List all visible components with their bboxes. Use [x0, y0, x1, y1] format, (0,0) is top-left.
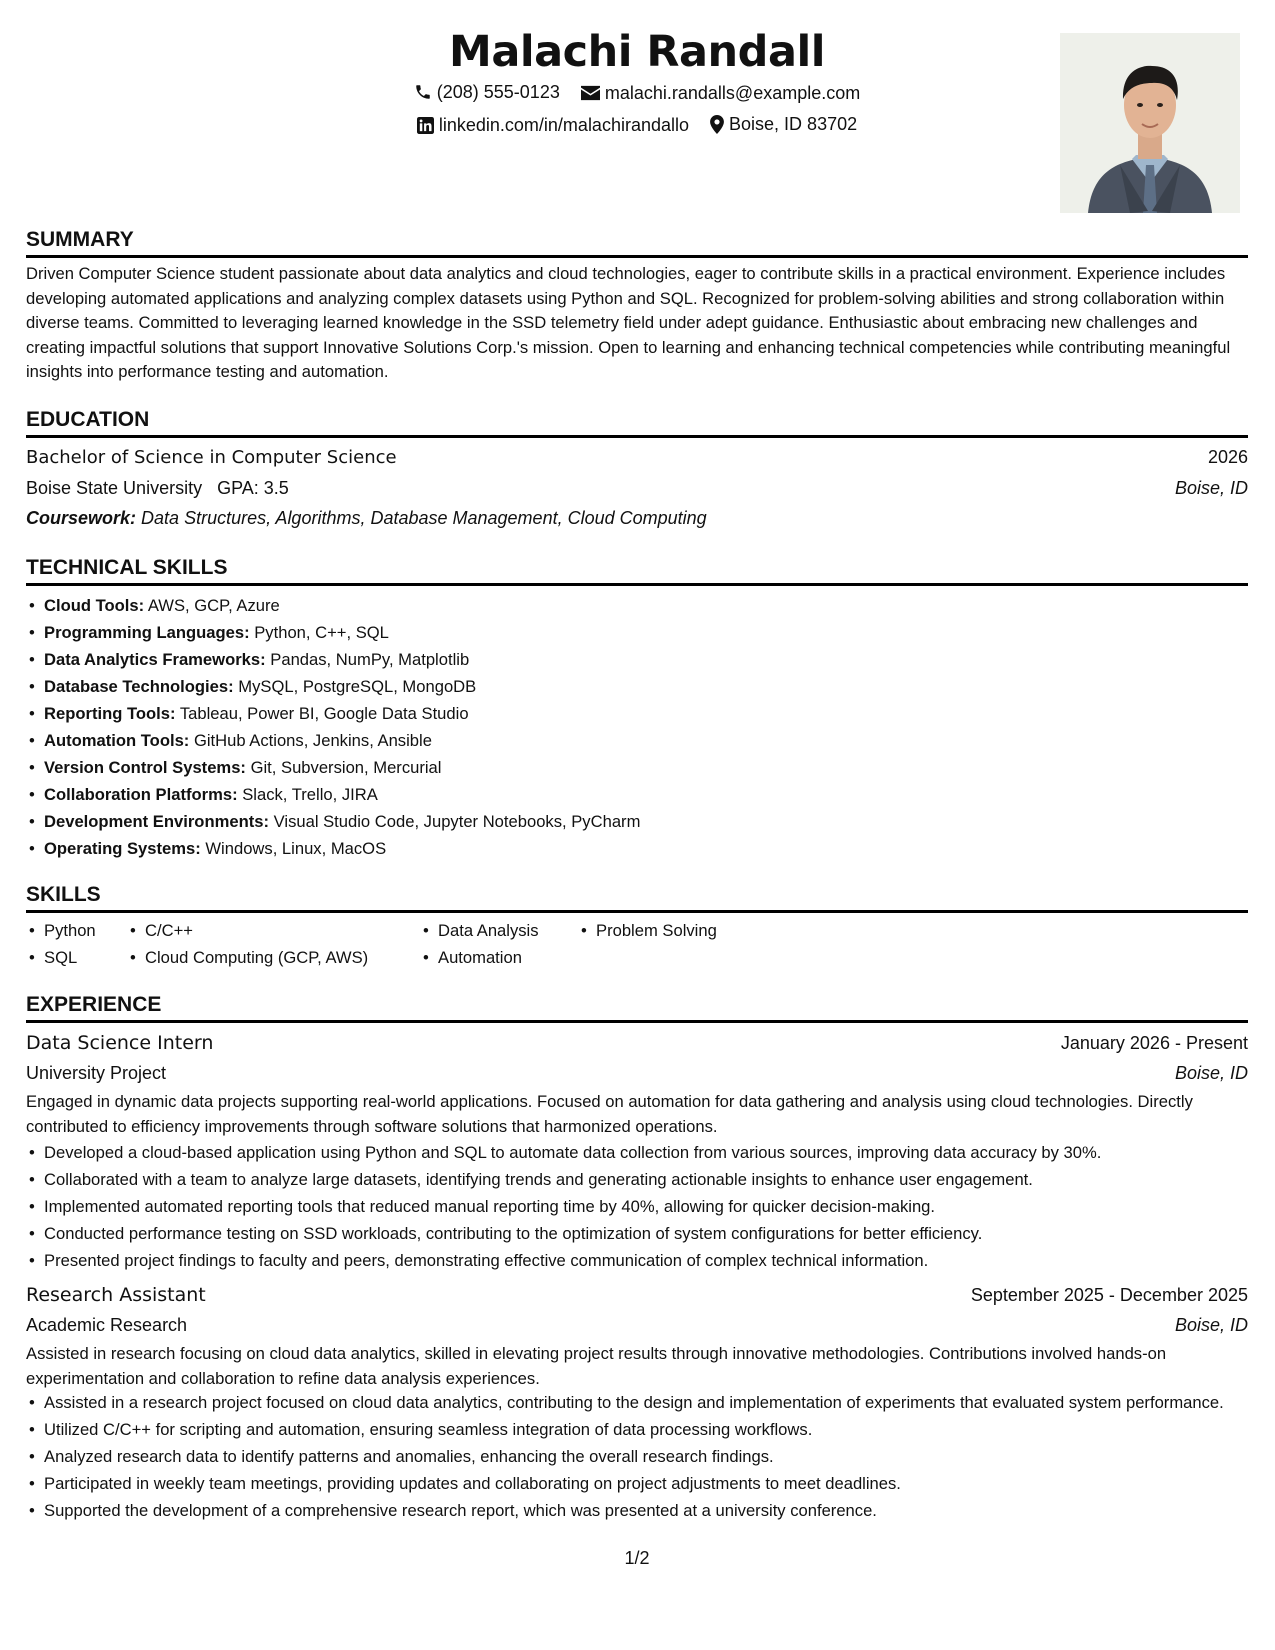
- resume-header: [26, 20, 1248, 220]
- tech-skill-value: Pandas, NumPy, Matplotlib: [270, 650, 470, 669]
- education-heading: EDUCATION: [26, 406, 1248, 438]
- skills-column-4: [578, 917, 717, 971]
- tech-skill-value: Slack, Trello, JIRA: [242, 785, 378, 804]
- skill-item: • Data Analysis: [438, 917, 578, 944]
- tech-skill-item: [44, 619, 1248, 646]
- skills-column-3: [420, 917, 578, 971]
- map-pin-icon: [710, 115, 724, 134]
- job-bullet: • Developed a cloud-based application using Python and SQL to automate data collection from various sources, improving data accuracy by 30%.: [44, 1139, 1248, 1166]
- tech-skill-item: [44, 808, 1248, 835]
- tech-skill-item: [44, 592, 1248, 619]
- tech-skill-label: Development Environments:: [44, 812, 269, 831]
- job-bullet: • Utilized C/C++ for scripting and automation, ensuring seamless integration of data processing workflows.: [44, 1416, 1248, 1443]
- tech-skill-value: GitHub Actions, Jenkins, Ansible: [193, 731, 432, 750]
- profile-photo-illustration: [1060, 33, 1240, 213]
- job-location: Boise, ID: [1174, 1063, 1248, 1083]
- coursework-label: Coursework:: [26, 508, 137, 528]
- job-dates: September 2025 - December 2025: [970, 1285, 1248, 1305]
- tech-skill-item: [44, 673, 1248, 700]
- skills-heading: SKILLS: [26, 881, 1248, 913]
- summary-heading: SUMMARY: [26, 226, 1248, 258]
- skill-item: • Automation: [438, 944, 578, 971]
- tech-skill-value: Git, Subversion, Mercurial: [250, 758, 442, 777]
- tech-skill-value: Tableau, Power BI, Google Data Studio: [179, 704, 469, 723]
- tech-skill-value: MySQL, PostgreSQL, MongoDB: [238, 677, 477, 696]
- tech-skill-label: Version Control Systems:: [44, 758, 246, 777]
- school-name: Boise State University: [26, 478, 203, 498]
- job-org: Academic Research: [26, 1315, 188, 1335]
- linkedin-icon: [417, 117, 434, 134]
- school-row: [26, 473, 1248, 503]
- job-bullets: [26, 1391, 1248, 1524]
- tech-skill-label: Reporting Tools:: [44, 704, 176, 723]
- graduation-year: 2026: [1207, 447, 1248, 467]
- job-description: Assisted in research focusing on cloud data analytics, skilled in elevating project results through innovative methodologies. Contributions involved hands-on experimentation and collaboration to refine data analysis experiences.: [26, 1344, 1167, 1388]
- location-text: Boise, ID 83702: [729, 114, 858, 134]
- job-bullet: • Participated in weekly team meetings, providing updates and collaborating on project adjustments to meet deadlines.: [44, 1470, 1248, 1497]
- skills-column-2: [127, 917, 420, 971]
- tech-skill-item: [44, 727, 1248, 754]
- job-title: Research Assistant: [26, 1284, 206, 1306]
- school-info: [26, 473, 289, 503]
- tech-skill-label: Automation Tools:: [44, 731, 190, 750]
- job-bullet: • Implemented automated reporting tools that reduced manual reporting time by 40%, allowing for quicker decision-making.: [44, 1193, 1248, 1220]
- page-number: 1/2: [624, 1548, 650, 1568]
- tech-skill-item: [44, 781, 1248, 808]
- degree-name: Bachelor of Science in Computer Science: [26, 447, 397, 468]
- tech-skill-value: Windows, Linux, MacOS: [205, 839, 387, 858]
- gpa: GPA: 3.5: [217, 478, 289, 498]
- tech-skill-label: Database Technologies:: [44, 677, 234, 696]
- tech-skill-item: [44, 700, 1248, 727]
- resume-page: [26, 0, 1248, 1650]
- contact-email[interactable]: [581, 80, 860, 106]
- job-bullet: • Collaborated with a team to analyze large datasets, identifying trends and generating actionable insights to enhance user engagement.: [44, 1166, 1248, 1193]
- skills-column-1: [26, 917, 127, 971]
- job-title: Data Science Intern: [26, 1032, 214, 1054]
- job-bullet: • Assisted in a research project focused on cloud data analytics, contributing to the design and implementation of experiments that evaluated system performance.: [44, 1391, 1248, 1416]
- tech-skill-label: Operating Systems:: [44, 839, 201, 858]
- skills-grid: [26, 917, 1248, 971]
- tech-skill-label: Data Analytics Frameworks:: [44, 650, 266, 669]
- job-bullet: • Conducted performance testing on SSD workloads, contributing to the optimization of system configurations for better efficiency.: [44, 1220, 1248, 1247]
- job-org-row: [26, 1058, 1248, 1088]
- skill-item: • C/C++: [145, 917, 420, 944]
- school-location: Boise, ID: [1174, 478, 1248, 498]
- technical-skills-heading: TECHNICAL SKILLS: [26, 554, 1248, 586]
- job-entry: [26, 1028, 1248, 1274]
- summary-section: [26, 226, 1248, 385]
- email-link[interactable]: malachi.randalls@example.com: [604, 83, 861, 103]
- contact-location: [710, 111, 857, 137]
- job-title-row: [26, 1028, 1248, 1058]
- tech-skill-label: Programming Languages:: [44, 623, 250, 642]
- job-org: University Project: [26, 1063, 167, 1083]
- linkedin-link[interactable]: linkedin.com/in/malachirandallo: [438, 115, 690, 135]
- skill-item: • SQL: [44, 944, 127, 971]
- tech-skill-item: [44, 835, 1248, 862]
- skill-item: • Python: [44, 917, 127, 944]
- phone-number: (208) 555-0123: [436, 82, 560, 102]
- coursework-list: Data Structures, Algorithms, Database Management, Cloud Computing: [141, 508, 707, 528]
- candidate-name: Malachi Randall: [449, 27, 825, 77]
- coursework-row: [26, 503, 1248, 533]
- contact-linkedin[interactable]: [417, 112, 689, 138]
- tech-skill-item: [44, 646, 1248, 673]
- profile-photo: [1060, 33, 1240, 213]
- skills-section: [26, 881, 1248, 971]
- tech-skill-value: Python, C++, SQL: [254, 623, 389, 642]
- job-description: Engaged in dynamic data projects supporting real-world applications. Focused on automation for data gathering and analysis using cloud technologies. Directly contributed to efficiency improvements through software solutions that harmonized operations.: [26, 1092, 1193, 1136]
- technical-skills-section: [26, 554, 1248, 862]
- phone-icon: [414, 83, 432, 101]
- job-dates: January 2026 - Present: [1060, 1033, 1248, 1053]
- job-title-row: [26, 1280, 1248, 1310]
- job-org-row: [26, 1310, 1248, 1340]
- skill-item: • Cloud Computing (GCP, AWS): [145, 944, 420, 971]
- job-location: Boise, ID: [1174, 1315, 1248, 1335]
- contact-phone: [414, 79, 560, 105]
- summary-text: Driven Computer Science student passionate about data analytics and cloud technologies, eager to contribute skills in a practical environment. Experience includes developing automated applications and analyzing complex datasets using Python and SQL. Recognized for problem-solving abilities and strong collaboration within diverse teams. Committed to leveraging learned knowledge in the SSD telemetry field under adept guidance. Enthusiastic about embracing new challenges and creating impactful solutions that support Innovative Solutions Corp.'s mission. Open to learning and enhancing technical competencies while contributing meaningful insights into performance testing and automation.: [26, 264, 1231, 381]
- experience-section: [26, 991, 1248, 1524]
- job-bullets: [26, 1139, 1248, 1274]
- tech-skill-label: Collaboration Platforms:: [44, 785, 238, 804]
- job-entry: [26, 1280, 1248, 1524]
- skill-item: • Problem Solving: [596, 917, 717, 944]
- education-section: [26, 406, 1248, 533]
- tech-skill-label: Cloud Tools:: [44, 596, 145, 615]
- job-bullet: • Presented project findings to faculty and peers, demonstrating effective communication of complex technical information.: [44, 1247, 1248, 1274]
- degree-row: [26, 442, 1248, 473]
- tech-skill-value: AWS, GCP, Azure: [147, 596, 280, 615]
- envelope-icon: [581, 85, 600, 101]
- tech-skill-item: [44, 754, 1248, 781]
- tech-skill-value: Visual Studio Code, Jupyter Notebooks, PyCharm: [273, 812, 641, 831]
- job-bullet: • Analyzed research data to identify patterns and anomalies, enhancing the overall research findings.: [44, 1443, 1248, 1470]
- technical-skills-list: [26, 592, 1248, 862]
- experience-heading: EXPERIENCE: [26, 991, 1248, 1023]
- job-bullet: • Supported the development of a comprehensive research report, which was presented at a university conference.: [44, 1497, 1248, 1524]
